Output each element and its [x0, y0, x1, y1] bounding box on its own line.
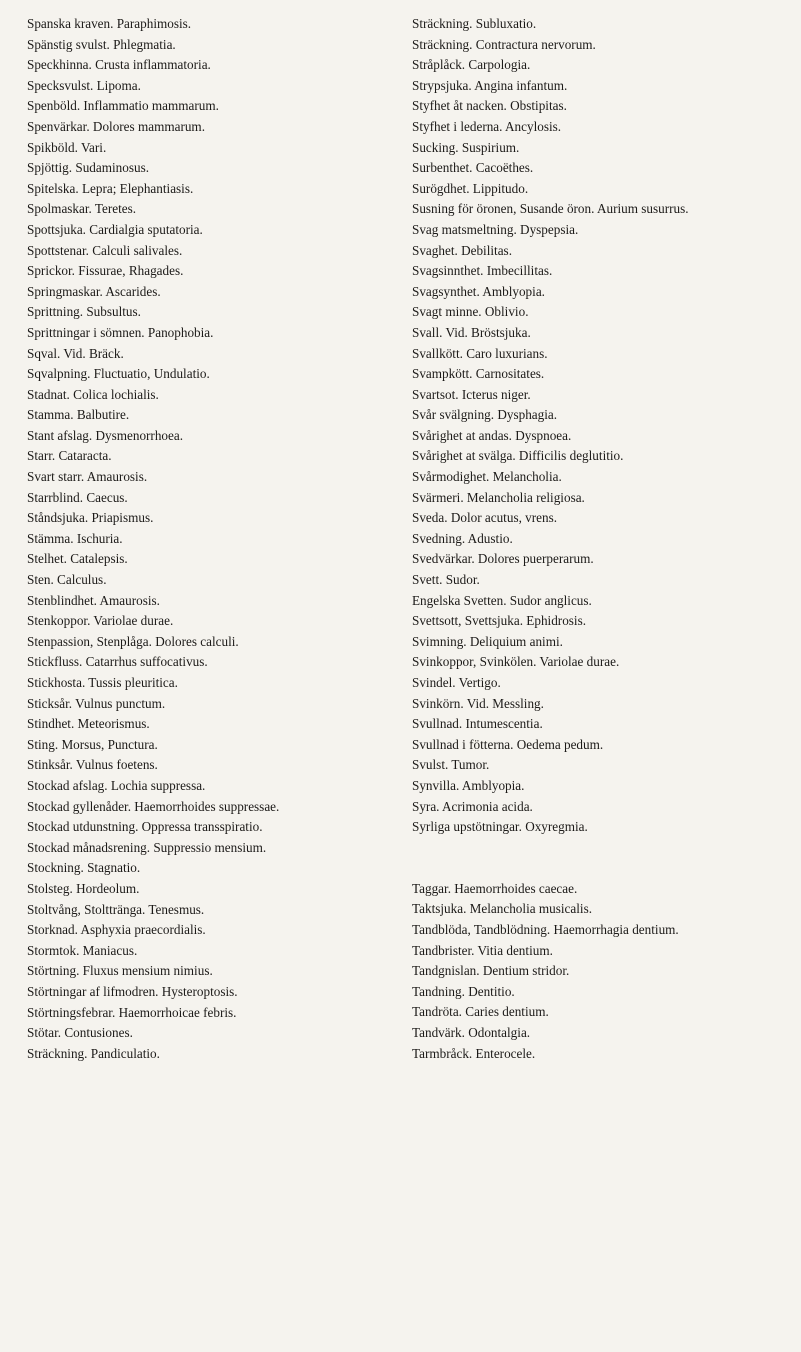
- right-column: [412, 14, 794, 1064]
- dictionary-entry: Svedvärkar. Dolores puerperarum.: [412, 551, 594, 567]
- dictionary-entry: Stenblindhet. Amaurosis.: [27, 592, 160, 608]
- dictionary-entry: Stockad utdunstning. Oppressa transspiratio.: [27, 819, 263, 835]
- dictionary-entry: Svimning. Deliquium animi.: [412, 633, 563, 649]
- dictionary-entry: Ståndsjuka. Priapismus.: [27, 510, 154, 526]
- dictionary-entry: Svedning. Adustio.: [412, 530, 513, 546]
- dictionary-entry: Sucking. Suspirium.: [412, 139, 520, 155]
- dictionary-entry: Svullnad i fötterna. Oedema pedum.: [412, 736, 604, 752]
- dictionary-entry: Sträckning. Contractura nervorum.: [412, 36, 596, 52]
- dictionary-entry: Sticksår. Vulnus punctum.: [27, 695, 166, 711]
- dictionary-entry: Stindhet. Meteorismus.: [27, 716, 150, 732]
- dictionary-entry: Störtningar af lifmodren. Hysteroptosis.: [27, 983, 238, 999]
- dictionary-entry: Syra. Acrimonia acida.: [412, 798, 533, 814]
- dictionary-entry: Svår svälgning. Dysphagia.: [412, 407, 558, 423]
- dictionary-entry: Storknad. Asphyxia praecordialis.: [27, 922, 206, 938]
- dictionary-entry: Specksvulst. Lipoma.: [27, 77, 141, 93]
- dictionary-entry: Sten. Calculus.: [27, 572, 107, 588]
- dictionary-entry: Stickhosta. Tussis pleuritica.: [27, 675, 178, 690]
- dictionary-entry: Surögdhet. Lippitudo.: [412, 180, 529, 196]
- dictionary-entry: Störtning. Fluxus mensium nimius.: [27, 963, 213, 979]
- dictionary-entry: Svindel. Vertigo.: [412, 675, 501, 690]
- dictionary-entry: Svagsynthet. Amblyopia.: [412, 283, 545, 299]
- dictionary-entry: Sqval. Vid. Bräck.: [27, 345, 124, 361]
- right-column-s-section: [412, 14, 794, 838]
- dictionary-entry: Spenvärkar. Dolores mammarum.: [27, 118, 205, 134]
- dictionary-entry: Stockad månadsrening. Suppressio mensium.: [27, 839, 267, 855]
- dictionary-entry: Spikböld. Vari.: [27, 139, 107, 155]
- dictionary-entry: Svårighet at svälga. Difficilis deglutitio.: [412, 448, 624, 464]
- dictionary-entry: Stinksår. Vulnus foetens.: [27, 757, 158, 773]
- dictionary-entry: Engelska Svetten. Sudor anglicus.: [412, 592, 592, 608]
- dictionary-entry: Stämma. Ischuria.: [27, 530, 123, 546]
- dictionary-entry: Svettsott, Svettsjuka. Ephidrosis.: [412, 613, 587, 629]
- dictionary-entry: Spottsjuka. Cardialgia sputatoria.: [27, 221, 203, 237]
- dictionary-entry: Tandvärk. Odontalgia.: [412, 1024, 531, 1040]
- dictionary-entry: Tandröta. Caries dentium.: [412, 1004, 549, 1020]
- right-column-t-section: [412, 879, 794, 1064]
- dictionary-entry: Svall. Vid. Bröstsjuka.: [412, 324, 531, 340]
- dictionary-entry: Spolmaskar. Teretes.: [27, 201, 137, 217]
- dictionary-entry: Tarmbråck. Enterocele.: [412, 1045, 536, 1061]
- dictionary-entry: Stockad gyllenåder. Haemorrhoides suppressae.: [27, 798, 280, 814]
- dictionary-entry: Starr. Cataracta.: [27, 448, 112, 464]
- dictionary-entry: Stockad afslag. Lochia suppressa.: [27, 777, 206, 793]
- dictionary-entry: Stockning. Stagnatio.: [27, 860, 141, 876]
- dictionary-entry: Sprittning. Subsultus.: [27, 304, 141, 320]
- dictionary-entry: Surbenthet. Cacoëthes.: [412, 160, 534, 176]
- dictionary-entry: Stadnat. Colica lochialis.: [27, 386, 159, 402]
- dictionary-entry: Svinkörn. Vid. Messling.: [412, 695, 544, 711]
- dictionary-entry: Störtningsfebrar. Haemorrhoicae febris.: [27, 1004, 237, 1020]
- dictionary-entry: Speckhinna. Crusta inflammatoria.: [27, 57, 211, 73]
- dictionary-entry: Springmaskar. Ascarides.: [27, 283, 161, 299]
- dictionary-entry: Svag matsmeltning. Dyspepsia.: [412, 221, 579, 237]
- dictionary-entry: Taggar. Haemorrhoides caecae.: [412, 880, 578, 896]
- dictionary-entry: Sting. Morsus, Punctura.: [27, 736, 158, 752]
- dictionary-entry: Stolsteg. Hordeolum.: [27, 880, 140, 896]
- dictionary-entry: Stoltvång, Stolttränga. Tenesmus.: [27, 901, 205, 917]
- dictionary-entry: Taktsjuka. Melancholia musicalis.: [412, 901, 592, 917]
- dictionary-entry: Starrblind. Caecus.: [27, 489, 128, 505]
- dictionary-entry: Susning för öronen, Susande öron. Aurium susurrus.: [412, 201, 689, 217]
- dictionary-entry: Svullnad. Intumescentia.: [412, 716, 543, 732]
- dictionary-entry: Strypsjuka. Angina infantum.: [412, 77, 568, 93]
- dictionary-entry: Stamma. Balbutire.: [27, 407, 130, 423]
- dictionary-entry: Styfhet åt nacken. Obstipitas.: [412, 98, 567, 114]
- dictionary-entry: Sträckning. Pandiculatio.: [27, 1045, 160, 1061]
- dictionary-entry: Stickfluss. Catarrhus suffocativus.: [27, 654, 208, 670]
- left-column: [27, 14, 402, 1064]
- dictionary-entry: Styfhet i lederna. Ancylosis.: [412, 118, 562, 134]
- dictionary-entry: Stråplåck. Carpologia.: [412, 57, 531, 73]
- dictionary-entry: Svaghet. Debilitas.: [412, 242, 512, 258]
- dictionary-entry: Sveda. Dolor acutus, vrens.: [412, 510, 558, 526]
- dictionary-entry: Spänstig svulst. Phlegmatia.: [27, 36, 176, 52]
- dictionary-entry: Spitelska. Lepra; Elephantiasis.: [27, 180, 194, 196]
- dictionary-entry: Tandning. Dentitio.: [412, 983, 515, 999]
- dictionary-entry: Svinkoppor, Svinkölen. Variolae durae.: [412, 654, 620, 670]
- dictionary-entry: Syrliga upstötningar. Oxyregmia.: [412, 819, 588, 835]
- dictionary-entry: Stormtok. Maniacus.: [27, 942, 138, 958]
- section-gap: [412, 838, 794, 879]
- dictionary-entry: Svärmeri. Melancholia religiosa.: [412, 489, 585, 505]
- dictionary-entry: Sqvalpning. Fluctuatio, Undulatio.: [27, 366, 210, 382]
- dictionary-entry: Spanska kraven. Paraphimosis.: [27, 16, 192, 31]
- dictionary-entry: Sprickor. Fissurae, Rhagades.: [27, 263, 184, 279]
- dictionary-entry: Sprittningar i sömnen. Panophobia.: [27, 324, 214, 340]
- dictionary-entry: Spottstenar. Calculi salivales.: [27, 242, 183, 258]
- dictionary-entry: Svagsinnthet. Imbecillitas.: [412, 263, 553, 279]
- dictionary-entry: Spjöttig. Sudaminosus.: [27, 160, 150, 176]
- dictionary-entry: Svårighet at andas. Dyspnoea.: [412, 427, 572, 443]
- dictionary-entry: Svallkött. Caro luxurians.: [412, 345, 548, 361]
- dictionary-entry: Svartsot. Icterus niger.: [412, 386, 531, 402]
- dictionary-entry: Svett. Sudor.: [412, 572, 480, 588]
- dictionary-entry: Svart starr. Amaurosis.: [27, 469, 148, 485]
- dictionary-entry: Tandgnislan. Dentium stridor.: [412, 963, 570, 979]
- dictionary-entry: Svulst. Tumor.: [412, 757, 490, 773]
- dictionary-entry: Svårmodighet. Melancholia.: [412, 469, 562, 485]
- dictionary-entry: Sträckning. Subluxatio.: [412, 16, 537, 31]
- dictionary-entry: Stenpassion, Stenplåga. Dolores calculi.: [27, 633, 239, 649]
- dictionary-entry: Stelhet. Catalepsis.: [27, 551, 128, 567]
- dictionary-entry: Spenböld. Inflammatio mammarum.: [27, 98, 219, 114]
- dictionary-entry: Stenkoppor. Variolae durae.: [27, 613, 174, 629]
- dictionary-entry: Tandblöda, Tandblödning. Haemorrhagia dentium.: [412, 921, 679, 937]
- dictionary-entry: Synvilla. Amblyopia.: [412, 777, 525, 793]
- dictionary-entry: Svagt minne. Oblivio.: [412, 304, 529, 320]
- dictionary-entry: Stant afslag. Dysmenorrhoea.: [27, 427, 184, 443]
- dictionary-entry: Svampkött. Carnositates.: [412, 366, 545, 382]
- dictionary-entry: Tandbrister. Vitia dentium.: [412, 942, 553, 958]
- dictionary-entry: Stötar. Contusiones.: [27, 1025, 133, 1041]
